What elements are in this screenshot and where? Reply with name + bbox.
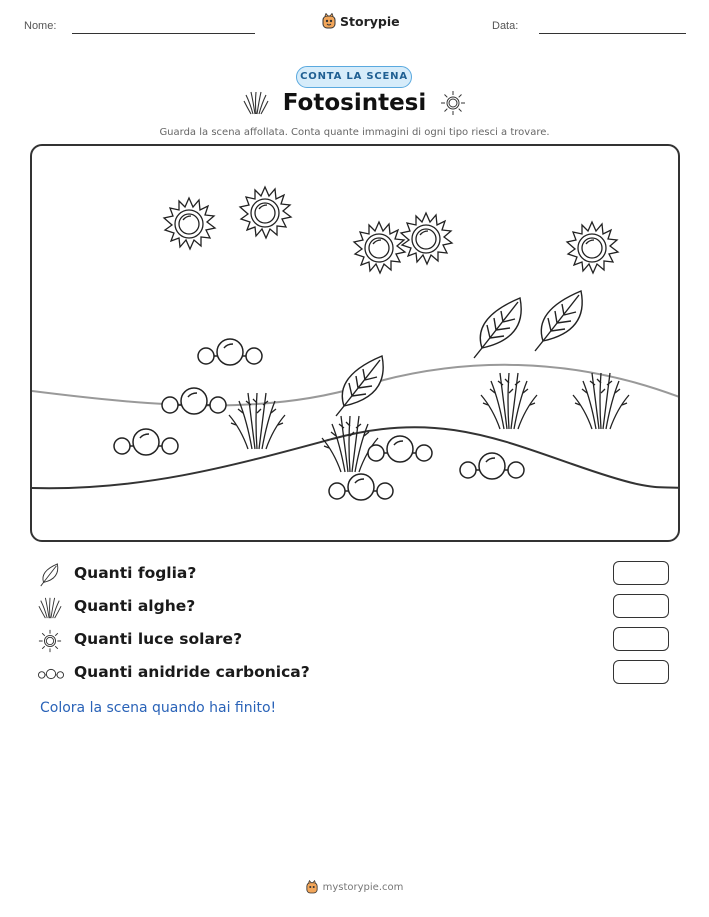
molecule-icon xyxy=(329,474,393,500)
sun-icon xyxy=(38,629,62,653)
answer-box-algae[interactable] xyxy=(613,594,669,618)
footer xyxy=(0,880,709,894)
date-line[interactable] xyxy=(539,33,686,34)
footer-url[interactable]: mystorypie.com xyxy=(322,881,404,893)
question-sunlight xyxy=(38,627,678,653)
leaf-icon xyxy=(336,356,383,416)
storypie-mascot-icon xyxy=(322,13,336,29)
algae-icon xyxy=(38,596,62,620)
molecule-icon xyxy=(460,453,524,479)
leaf-icon xyxy=(38,563,62,587)
molecule-icon xyxy=(162,388,226,414)
molecule-icon xyxy=(198,339,262,365)
answer-box-leaves[interactable] xyxy=(613,561,669,585)
question-co2 xyxy=(38,660,678,686)
algae-icon xyxy=(243,90,269,116)
answer-box-sunlight[interactable] xyxy=(613,627,669,651)
counting-scene xyxy=(30,144,680,542)
sun-icon xyxy=(164,198,215,249)
answer-box-co2[interactable] xyxy=(613,660,669,684)
coloring-instruction: Colora la scena quando hai finito! xyxy=(40,700,277,716)
brand-name: Storypie xyxy=(340,13,400,29)
question-leaves xyxy=(38,561,678,587)
molecule-icon xyxy=(38,662,64,686)
instructions: Guarda la scena affollata. Conta quante immagini di ogni tipo riesci a trovare. xyxy=(159,127,550,138)
brand-logo xyxy=(322,13,400,29)
date-label: Data: xyxy=(492,20,519,32)
molecule-icon xyxy=(114,429,178,455)
molecule-icon xyxy=(368,436,432,462)
sun-icon xyxy=(354,222,405,273)
algae-icon xyxy=(481,373,537,429)
storypie-mascot-icon xyxy=(306,880,318,894)
sun-icon xyxy=(240,187,291,238)
scene-drawing xyxy=(32,146,680,542)
algae-icon xyxy=(573,373,629,429)
leaf-icon xyxy=(535,291,582,351)
name-label: Nome: xyxy=(24,20,57,32)
question-text: Quanti alghe? xyxy=(74,597,196,615)
sun-icon xyxy=(440,90,466,116)
activity-badge: CONTA LA SCENA xyxy=(296,66,412,88)
question-text: Quanti luce solare? xyxy=(74,630,243,648)
title-row xyxy=(0,90,709,116)
leaf-icon xyxy=(474,298,521,358)
sun-icon xyxy=(401,213,452,264)
name-line[interactable] xyxy=(72,33,255,34)
sun-icon xyxy=(567,222,618,273)
question-algae xyxy=(38,594,678,620)
page-title: Fotosintesi xyxy=(282,90,427,116)
question-text: Quanti anidride carbonica? xyxy=(74,663,310,681)
algae-icon xyxy=(322,416,378,472)
question-text: Quanti foglia? xyxy=(74,564,197,582)
